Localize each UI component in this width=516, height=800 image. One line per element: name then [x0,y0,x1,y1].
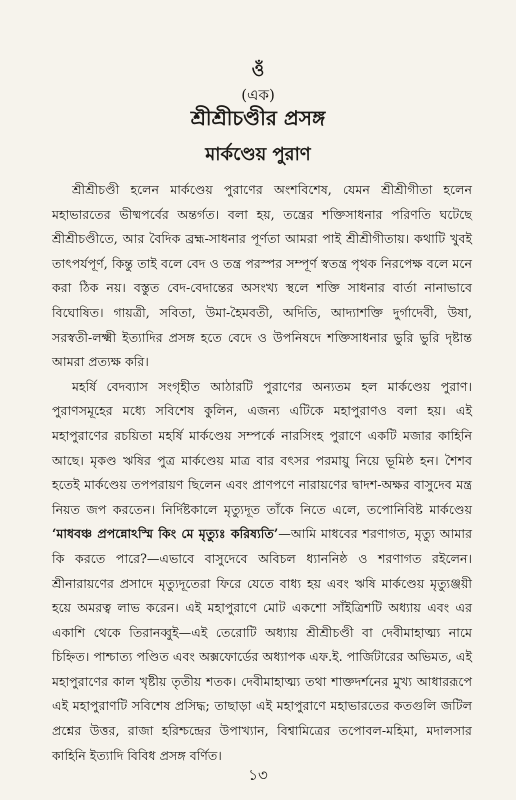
paragraph-2-text-after: —আমি মাধবের শরণাগত, মৃত্যু আমার কি করতে পারে?—এভাবে বাসুদেবে অবিচল ধ্যাননিষ্ঠ ও শরণাগত রইলেন। শ্রীনারায়ণের প্রসাদে মৃত্যুদূতেরা ফিরে যেতে বাধ্য হয় এবং ঋষি মার্কণ্ডেয় মৃত্যুঞ্জয়ী হয়ে অমরত্ব লাভ করেন। এই মহাপুরাণে মোট একশো সাঁইত্রিশটি অধ্যায় এবং এর একাশি থেকে তিরানব্বুই—এই তেরোটি অধ্যায় শ্রীশ্রীচণ্ডী বা দেবীমাহাত্ম্য নামে চিহ্নিত। পাশ্চাত্য পণ্ডিত এবং অক্সফোর্ডের অধ্যাপক এফ.ই. পার্জিটারের অভিমত, এই মহাপুরাণের কাল খৃষ্টীয় তৃতীয় শতক। দেবীমাহাত্ম্য তথা শাক্তদর্শনের মুখ্য আধাররূপে এই মহাপুরাণটি সবিশেষ প্রসিদ্ধ; তাছাড়া এই মহাপুরাণে মহাভারতের কতগুলি জটিল প্রশ্নের উত্তর, রাজা হরিশ্চন্দ্রের উপাখ্যান, বিশ্বামিত্রের তপোবল-মহিমা, মদালসার কাহিনি ইত্যাদি বিবিধ প্রসঙ্গ বর্ণিত। [52,526,472,763]
section-subtitle: মার্কণ্ডেয় পুরাণ [205,144,311,165]
om-symbol: ওঁ [251,61,265,81]
chapter-number: (এক) [241,86,275,104]
paragraph-2-text-before: মহর্ষি বেদব্যাস সংগৃহীত আঠারটি পুরাণের অন্যতম হল মার্কণ্ডেয় পুরাণ। পুরাণসমূহের মধ্যে সবিশেষ কুলিন, এজন্য এটিকে মহাপুরাণও বলা হয়। এই মহাপুরাণের রচয়িতা মহর্ষি মার্কণ্ডেয় সম্পর্কে নারসিংহ পুরাণে একটি মজার কাহিনি আছে। মৃকণ্ড ঋষির পুত্র মার্কণ্ডেয় মাত্র বার বৎসর পরমায়ু নিয়ে ভূমিষ্ঠ হন। শৈশব হতেই মার্কণ্ডেয় তপপরায়ণ ছিলেন এবং প্রাণপণে নারায়ণের দ্বাদশ-অক্ষর বাসুদেব মন্ত্র নিয়ত জপ করতেন। নির্দিষ্টকালে মৃত্যুদূত তাঁকে নিতে এলে, তপোনিবিষ্ট মার্কণ্ডেয় [52,378,472,517]
sanskrit-quote: ‘মাধবঞ্চ প্রপন্নোঽস্মি কিং মে মৃত্যুঃ করিষ্যতি’ [52,526,279,542]
paragraph-1: শ্রীশ্রীচণ্ডী হলেন মার্কণ্ডেয় পুরাণের অংশবিশেষ, যেমন শ্রীশ্রীগীতা হলেন মহাভারতের ভীষ্মপর্বের অন্তর্গত। বলা হয়, তন্ত্রের শক্তিসাধনার পরিণতি ঘটেছে শ্রীশ্রীচণ্ডীতে, আর বৈদিক ব্রহ্ম-সাধনার পূর্ণতা আমরা পাই শ্রীশ্রীগীতায়। কথাটি খুবই তাৎপর্যপূর্ণ, কিন্তু তাই বলে বেদ ও তন্ত্র পরস্পর সম্পূর্ণ স্বতন্ত্র পৃথক নিরপেক্ষ বলে মনে করা ঠিক নয়। বস্তুত বেদ-বেদান্তের অসংখ্য স্থলে শক্তি সাধনার বার্তা নানাভাবে বিঘোষিত। গায়ত্রী, সবিতা, উমা-হৈমবতী, অদিতি, আদ্যাশক্তি দুর্গাদেবী, উষা, সরস্বতী-লক্ষ্মী ইত্যাদির প্রসঙ্গ হতে বেদে ও উপনিষদে শক্তিসাধনার ভুরি ভুরি দৃষ্টান্ত আমরা প্রত্যক্ষ করি। [52,182,472,370]
page-number: ১৩ [248,766,268,784]
paragraph-2 [52,375,472,769]
body-text [52,178,472,768]
chapter-title: শ্রীশ্রীচণ্ডীর প্রসঙ্গ [190,106,326,130]
